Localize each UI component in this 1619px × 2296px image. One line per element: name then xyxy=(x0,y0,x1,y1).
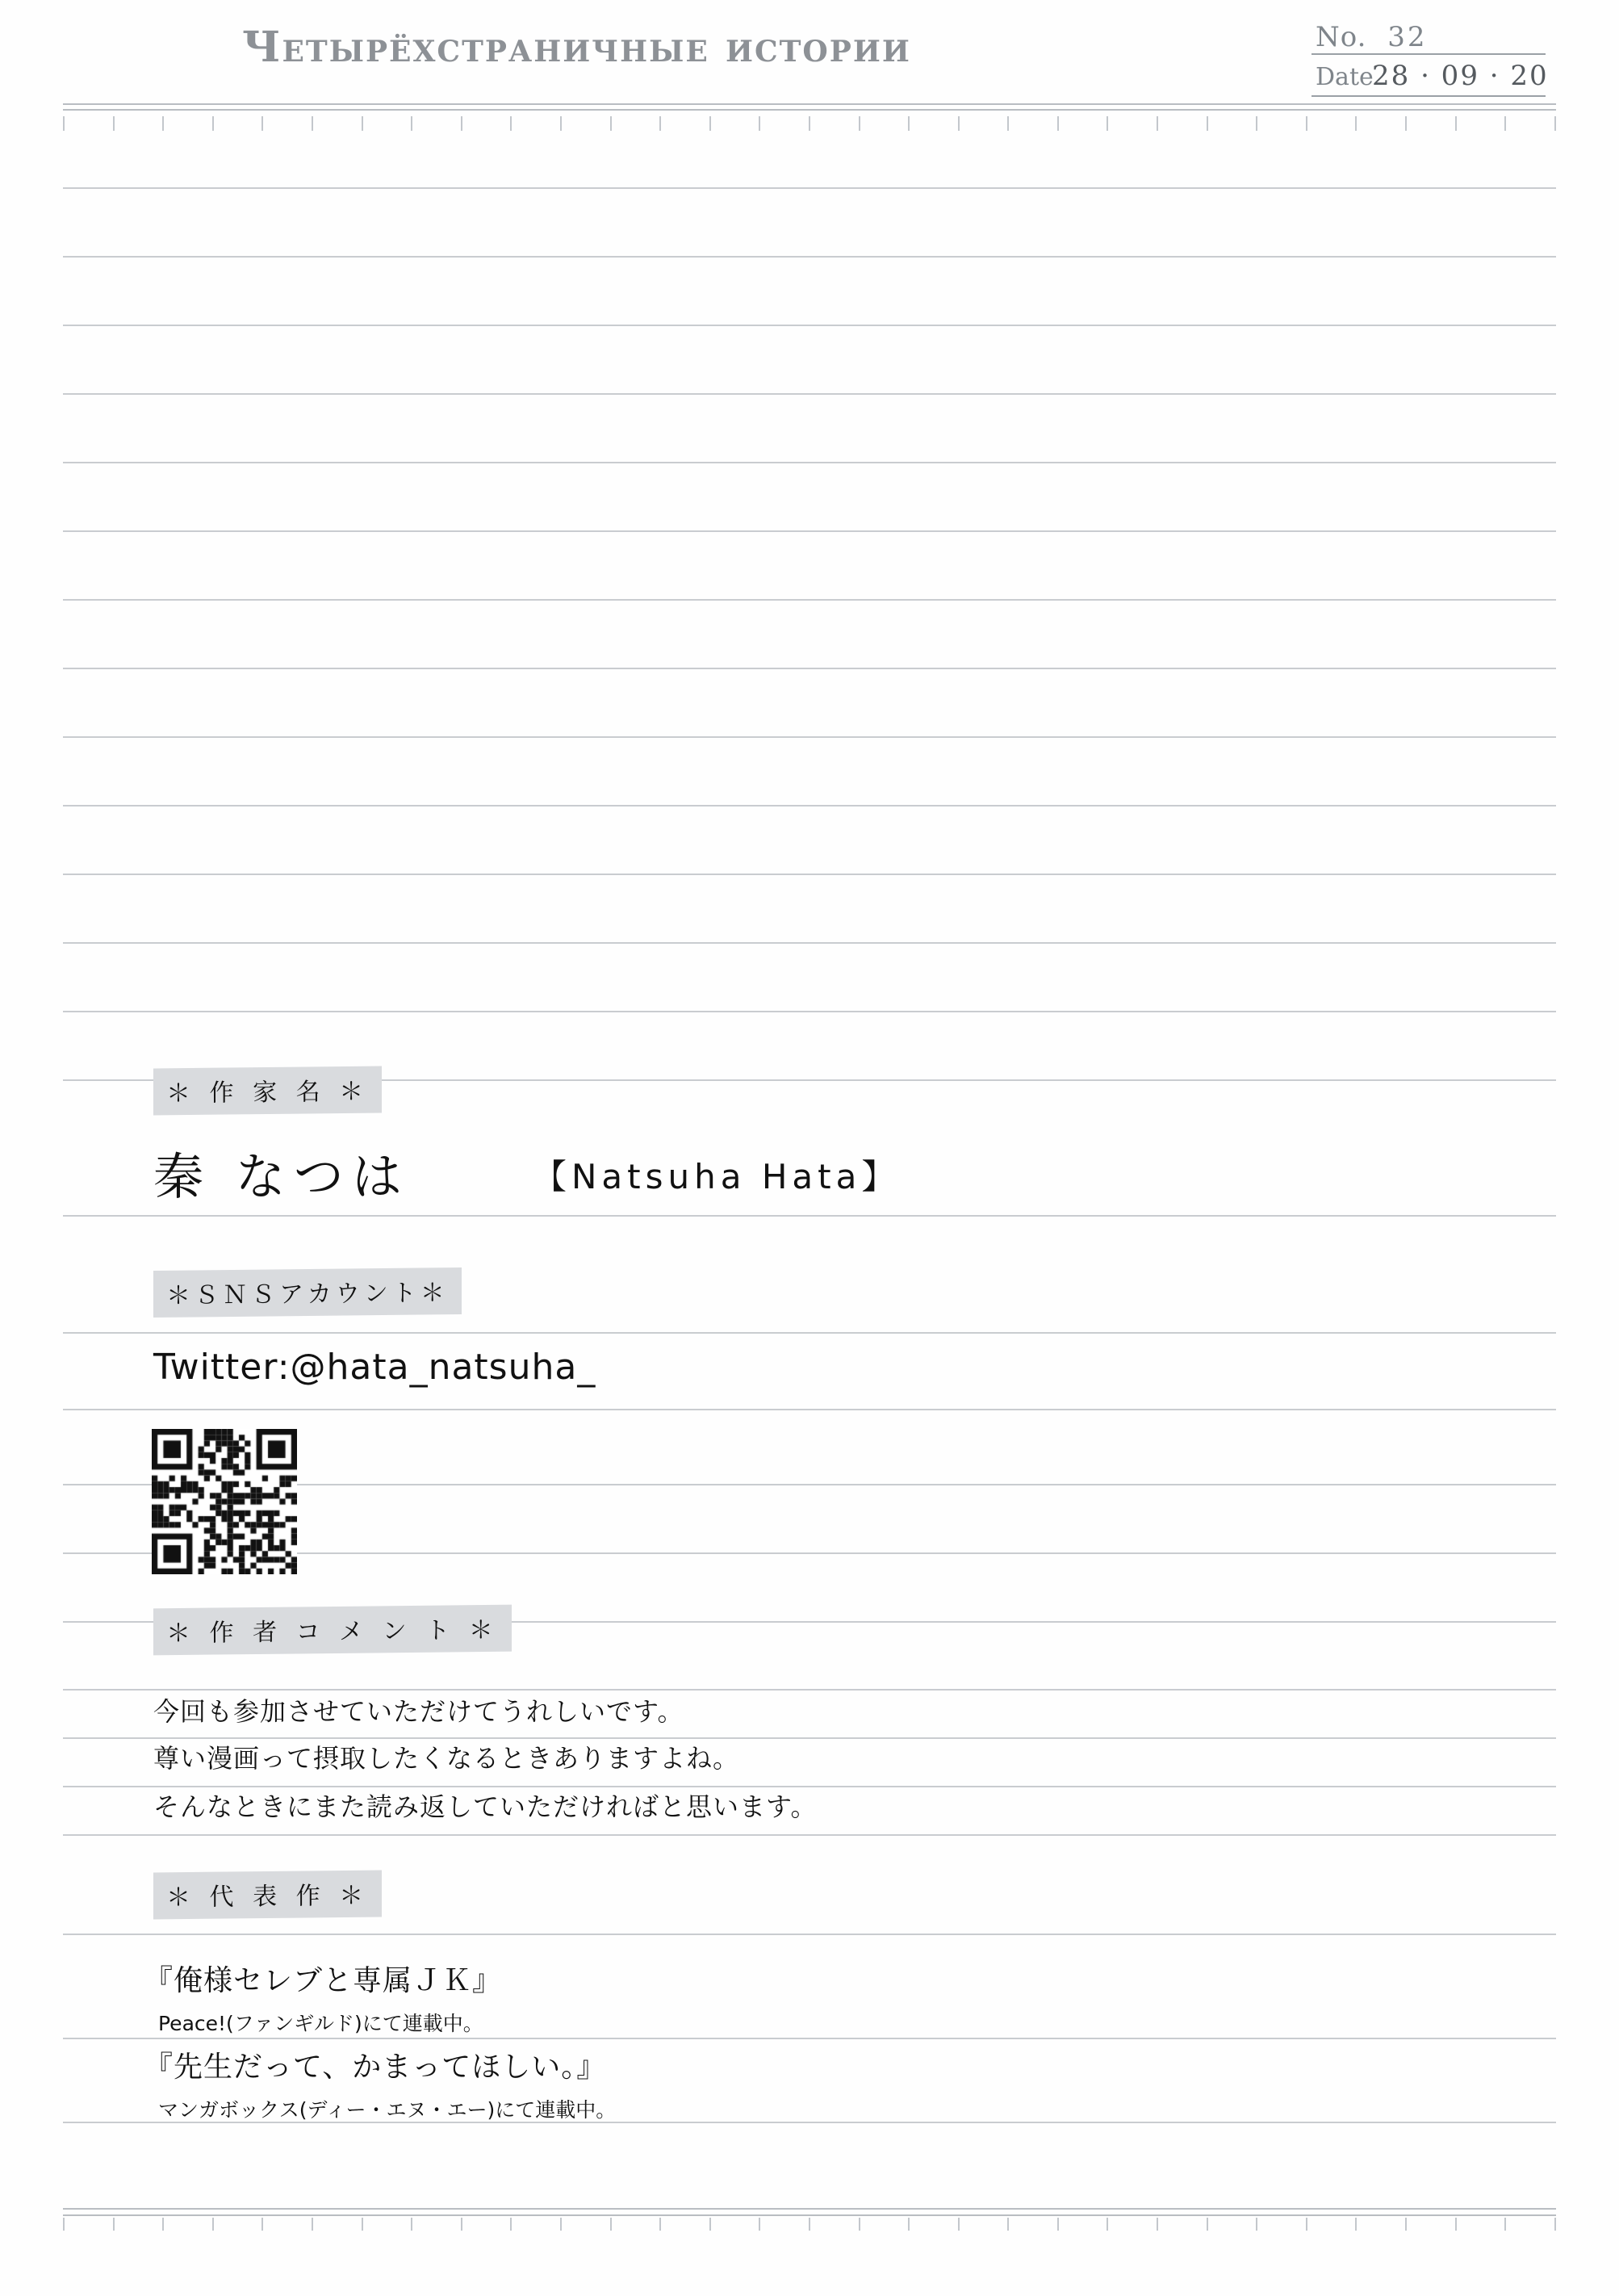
ruled-line xyxy=(63,1934,1556,1935)
sns-twitter-handle[interactable]: Twitter:@hata_natsuha_ xyxy=(153,1347,596,1388)
date-value: 28 · 09 · 20 xyxy=(1372,60,1549,92)
tick-row-top xyxy=(63,116,1556,131)
comment-line: 今回も参加させていただけてうれしいです。 xyxy=(153,1696,684,1727)
work-title: 『先生だって、かまってほしい。』 xyxy=(144,2051,607,2084)
section-marker-author: ＊ 作 家 名 ＊ xyxy=(153,1066,382,1116)
comment-line: そんなときにまた読み返していただければと思います。 xyxy=(153,1791,818,1822)
work-publication: マンガボックス(ディー・エヌ・エー)にて連載中。 xyxy=(158,2098,617,2122)
page-number-rule xyxy=(1312,53,1546,55)
footer-divider xyxy=(63,2208,1556,2218)
page-number-value: 32 xyxy=(1387,21,1428,53)
page-header xyxy=(0,0,1619,109)
author-romaji: 【Natsuha Hata】 xyxy=(533,1157,901,1196)
ruled-line xyxy=(63,2038,1556,2039)
ruled-line xyxy=(63,462,1556,463)
ruled-line xyxy=(63,599,1556,601)
ruled-line xyxy=(63,668,1556,669)
ruled-line xyxy=(63,1834,1556,1836)
ruled-line xyxy=(63,325,1556,326)
section-marker-sns: ＊ＳＮＳアカウント＊ xyxy=(153,1267,462,1318)
ruled-line xyxy=(63,942,1556,944)
ruled-line xyxy=(63,1332,1556,1334)
ruled-line xyxy=(63,1215,1556,1217)
ruled-line xyxy=(63,2122,1556,2123)
page-number-label: No. xyxy=(1316,21,1367,53)
work-title: 『俺様セレブと専属ＪＫ』 xyxy=(144,1964,503,1997)
section-marker-comment: ＊ 作 者 コ メ ン ト ＊ xyxy=(153,1605,512,1656)
ruled-line xyxy=(63,1409,1556,1410)
tick-row-bottom xyxy=(63,2218,1556,2231)
qr-code[interactable] xyxy=(152,1429,297,1574)
ruled-line xyxy=(63,1689,1556,1691)
page-title: Четырёхстраничные истории xyxy=(242,23,911,72)
date-label: Date xyxy=(1316,63,1374,91)
header-divider xyxy=(63,103,1556,111)
ruled-line xyxy=(63,805,1556,807)
page-number xyxy=(1316,21,1428,53)
ruled-line xyxy=(63,187,1556,189)
ruled-line xyxy=(63,393,1556,395)
work-publication: Peace!(ファンギルド)にて連載中。 xyxy=(158,2012,483,2035)
author-name: 秦 なつは xyxy=(153,1147,410,1206)
ruled-line xyxy=(63,530,1556,532)
ruled-line xyxy=(63,874,1556,875)
date-rule xyxy=(1312,95,1546,97)
ruled-line xyxy=(63,736,1556,738)
section-marker-works: ＊ 代 表 作 ＊ xyxy=(153,1871,382,1920)
comment-line: 尊い漫画って摂取したくなるときありますよね。 xyxy=(153,1743,740,1774)
ruled-line xyxy=(63,1011,1556,1012)
ruled-line xyxy=(63,256,1556,258)
